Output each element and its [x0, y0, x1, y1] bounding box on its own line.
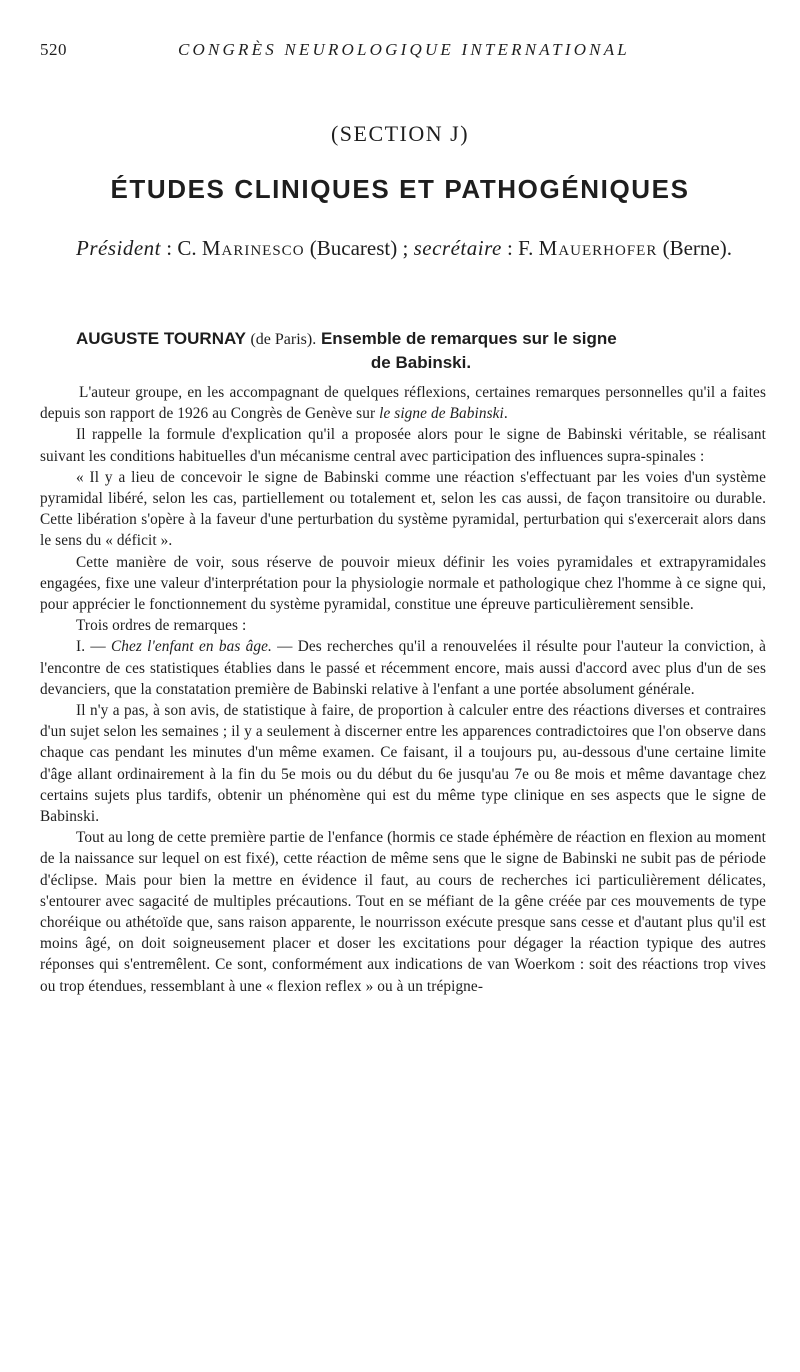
running-title: CONGRÈS NEUROLOGIQUE INTERNATIONAL	[178, 40, 630, 59]
quotation-paragraph: « Il y a lieu de concevoir le signe de Babinski comme une réaction s'effectuant par les voies d'un système pyramidal libéré, selon les cas, partiellement ou totalement et, selon les cas aussi, de façon transitoire ou durable. Cette libération s'opère à la faveur d'une perturbation du système pyramidal, perturbation qui s'exercerait alors dans le sens du « déficit ».	[40, 468, 766, 550]
paragraph: Trois ordres de remarques :	[76, 617, 247, 635]
president-initial: C.	[177, 236, 197, 260]
communication-title	[76, 327, 766, 374]
section-officers: Président : C. Marinesco (Bucarest) ; secrétaire : F. Mauerhofer (Berne).	[76, 236, 732, 260]
paragraph: Il n'y a pas, à son avis, de statistique à faire, de proportion à calculer entre des réactions diverses et contraires d'un sujet selon les semaines ; il y a seulement à discerner entre les apparences contradictoires que l'on observe dans chaque cas pendant les minutes d'un même examen. Ce faisant, il a toujours pu, au-dessous d'une certaine limite d'âge allant ordinairement à la fin du 5e mois ou du début du 6e jusqu'au 7e ou 8e mois et même davantage chez certains sujets plus tardifs, obtenir un phénomène qui est du même type clinique en ses aspects que le signe de Babinski.	[40, 702, 766, 826]
author-name: AUGUSTE TOURNAY	[76, 329, 246, 348]
communication-title-line1	[76, 327, 766, 351]
president-city: (Bucarest)	[309, 236, 398, 260]
paragraph: Tout au long de cette première partie de l'enfance (hormis ce stade éphémère de réaction en flexion au moment de la naissance sur lequel on est fixé), cette réaction de même sens que le signe de Babinski ne subit pas de période d'éclipse. Mais pour bien la mettre en évidence il faut, au cours de recherches ici particulièrement délicates, s'entourer avec sagacité de multiples précautions. Tout en se méfiant de la gêne créée par ces mouvements de type choréique ou athétoïde que, sans raison apparente, le nourrisson exécute presque sans cesse et d'autant plus qu'il est moins âgé, on doit soigneusement placer et doser les excitations pour dégager la réaction typique des autres réponses qui s'entremêlent. Ce sont, conformément aux indications de van Woerkom : soit des réactions trop vives ou trop étendues, ressemblant à une « flexion reflex » ou à un trépigne-	[40, 829, 766, 995]
title-line1: Ensemble de remarques sur le signe	[320, 329, 617, 348]
president-label: Président	[76, 236, 161, 260]
title-line2: de Babinski.	[370, 353, 472, 372]
article-body	[40, 382, 766, 997]
secretary-initial: F.	[518, 236, 534, 260]
paragraph: L'auteur groupe, en les accompagnant de quelques réflexions, certaines remarques personnelles qu'il a faites depuis son rapport de 1926 au Congrès de Genève sur le signe de Babinski.	[40, 384, 766, 423]
paragraph: Cette manière de voir, sous réserve de pouvoir mieux définir les voies pyramidales et extrapyramidales engagées, fixe une valeur d'interprétation pour la physiologie normale et pathologique chez l'homme à ce signe qui, pour apprécier le fonctionnement du système pyramidal, constitue une épreuve particulièrement sensible.	[40, 553, 766, 614]
paragraph: Il rappelle la formule d'explication qu'il a proposée alors pour le signe de Babinski véritable, se réalisant suivant les conditions habituelles d'un mécanisme central avec participation des influences supra-spinales :	[40, 426, 766, 465]
paragraph: I. — Chez l'enfant en bas âge. — Des recherches qu'il a renouvelées il résulte pour l'auteur la conviction, à l'encontre de ces statistiques établies dans le passé et récemment encore, mais aussi d'accord avec plus d'un de ses devanciers, que la constatation première de Babinski relative à l'enfant a une portée absolument générale.	[40, 638, 766, 698]
president-name: Marinesco	[201, 236, 305, 260]
emphasis: le signe de Babinski	[379, 405, 504, 423]
subsection-title: Chez l'enfant en bas âge.	[110, 638, 272, 656]
page-number: 520	[40, 40, 67, 59]
section-heading: ÉTUDES CLINIQUES ET PATHOGÉNIQUES	[110, 174, 690, 204]
author-affiliation: (de Paris).	[250, 331, 317, 348]
secretary-label: secrétaire	[413, 236, 502, 260]
secretary-name: Mauerhofer	[538, 236, 658, 260]
secretary-city: (Berne).	[662, 236, 732, 260]
running-header	[40, 40, 766, 66]
section-label: (SECTION J)	[330, 121, 470, 146]
